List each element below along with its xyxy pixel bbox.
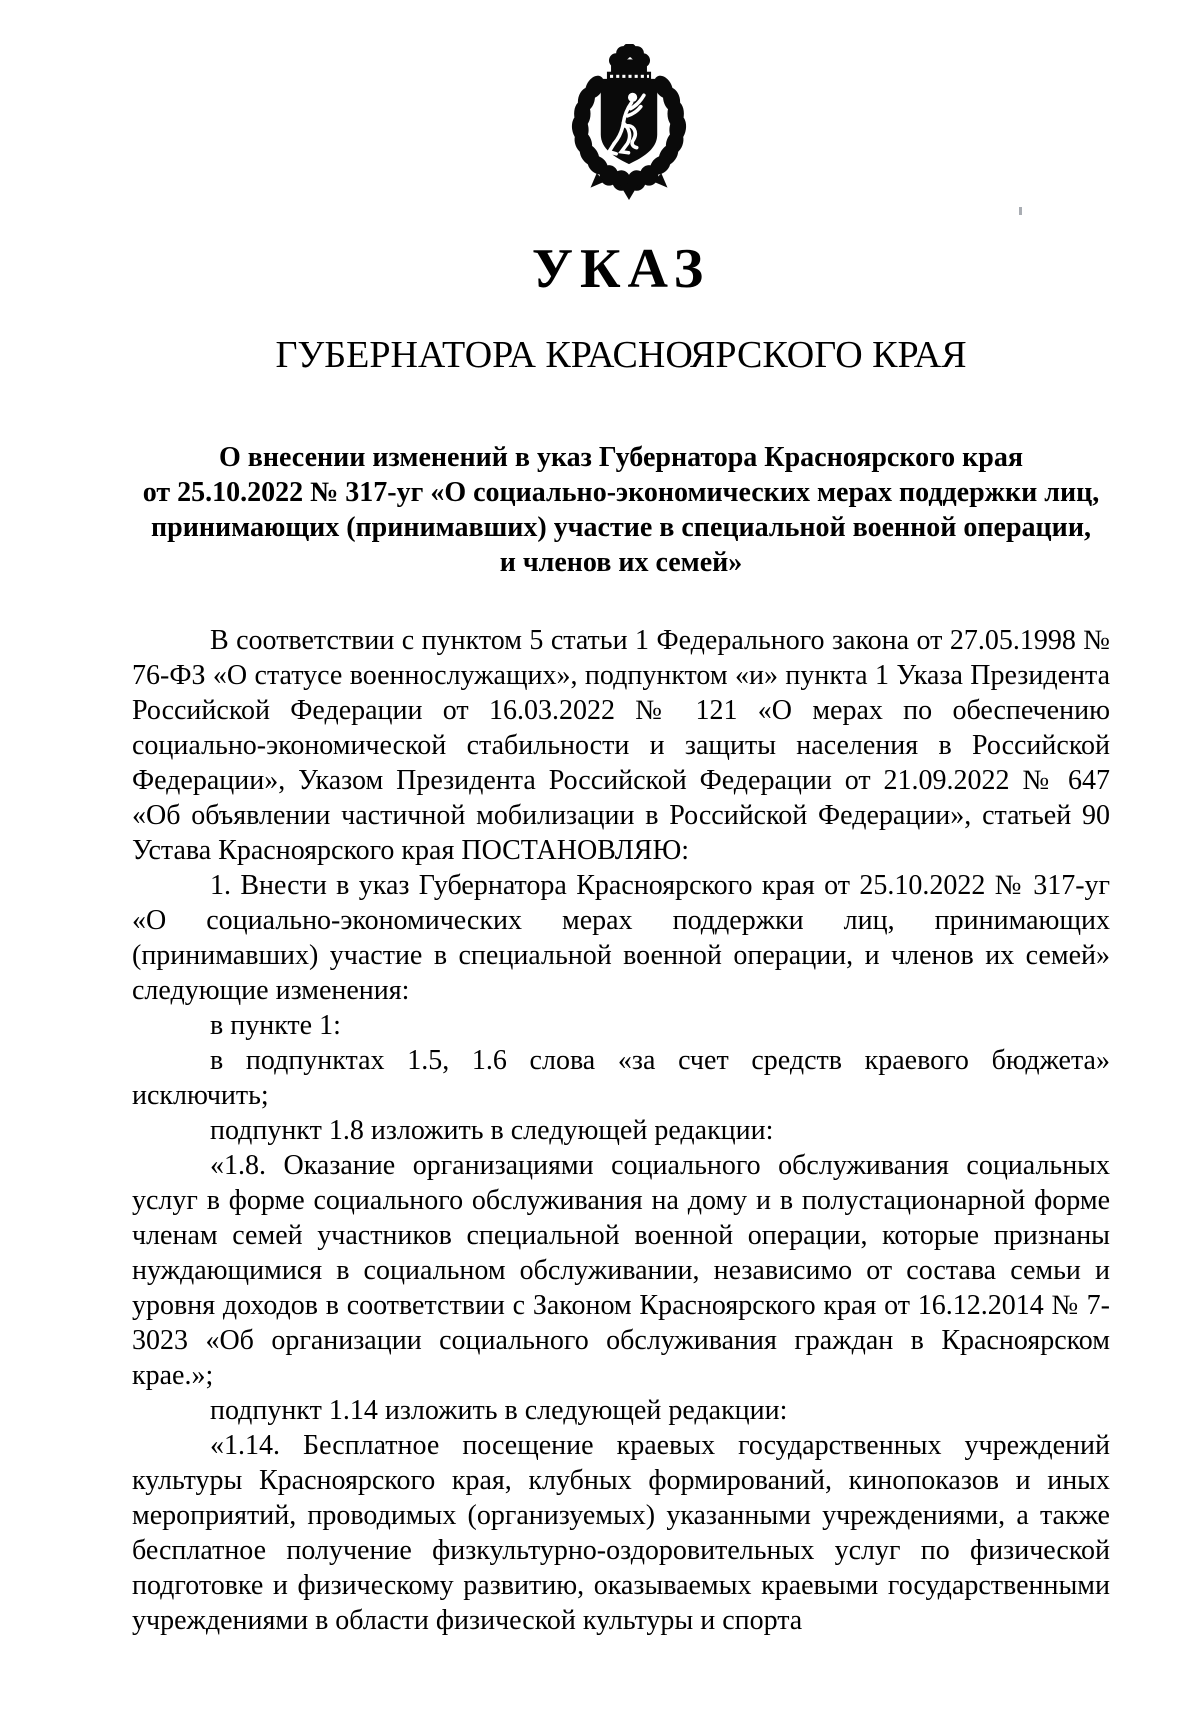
body-paragraph: в пункте 1: [210, 1010, 341, 1041]
body-paragraph: «1.8. Оказание организациями социального обслуживания социальных услуг в форме социального обслуживания на дому и в полустационарной форме членам семей участников специальной военной операции, которые признаны нуждающимися в социальном обслуживании, независимо от состава семьи и уровня доходов в соответствии с Законом Красноярского края от 16.12.2014 № 7-3023 «Об организации социального обслуживания граждан в Красноярском крае.»; [132, 1150, 1110, 1391]
document-subject [132, 440, 1110, 580]
body-paragraph: подпункт 1.8 изложить в следующей редакции: [210, 1115, 774, 1146]
coat-of-arms [570, 44, 688, 200]
body-paragraph: подпункт 1.14 изложить в следующей редакции: [210, 1395, 788, 1426]
subject-line: и членов их семей» [499, 547, 743, 578]
scan-artifact [1019, 207, 1022, 215]
body-paragraph: в подпунктах 1.5, 1.6 слова «за счет средств краевого бюджета» исключить; [132, 1045, 1110, 1111]
authority-subtitle: ГУБЕРНАТОРА КРАСНОЯРСКОГО КРАЯ [275, 334, 967, 376]
body-paragraph: В соответствии с пунктом 5 статьи 1 Федерального закона от 27.05.1998 № 76-ФЗ «О статусе военнослужащих», подпунктом «и» пункта 1 Указа Президента Российской Федерации от 16.03.2022 № 121 «О мерах по обеспечению социально-экономической стабильности и защиты населения в Российской Федерации», Указом Президента Российской Федерации от 21.09.2022 № 647 «Об объявлении частичной мобилизации в Российской Федерации», статьей 90 Устава Красноярского края ПОСТАНОВЛЯЮ: [132, 625, 1110, 866]
body-paragraph: «1.14. Бесплатное посещение краевых государственных учреждений культуры Красноярского края, клубных формирований, кинопоказов и иных мероприятий, проводимых (организуемых) указанными учреждениями, а также бесплатное получение физкультурно-оздоровительных услуг по физической подготовке и физическому развитию, оказываемых краевыми государственными учреждениями в области физической культуры и спорта [132, 1430, 1110, 1636]
doc-type-title: УКАЗ [531, 238, 711, 300]
document-body [132, 623, 1110, 1638]
body-paragraph: 1. Внести в указ Губернатора Красноярского края от 25.10.2022 № 317-уг «О социально-экономических мерах поддержки лиц, принимающих (принимавших) участие в специальной военной операции, и членов их семей» следующие изменения: [132, 870, 1110, 1006]
krasnoyarsk-krai-coat-of-arms-icon [570, 44, 688, 200]
subject-line: принимающих (принимавших) участие в специальной военной операции, [151, 512, 1091, 543]
subject-line: от 25.10.2022 № 317-уг «О социально-экономических мерах поддержки лиц, [142, 477, 1100, 508]
subject-line: О внесении изменений в указ Губернатора Красноярского края [219, 442, 1023, 473]
